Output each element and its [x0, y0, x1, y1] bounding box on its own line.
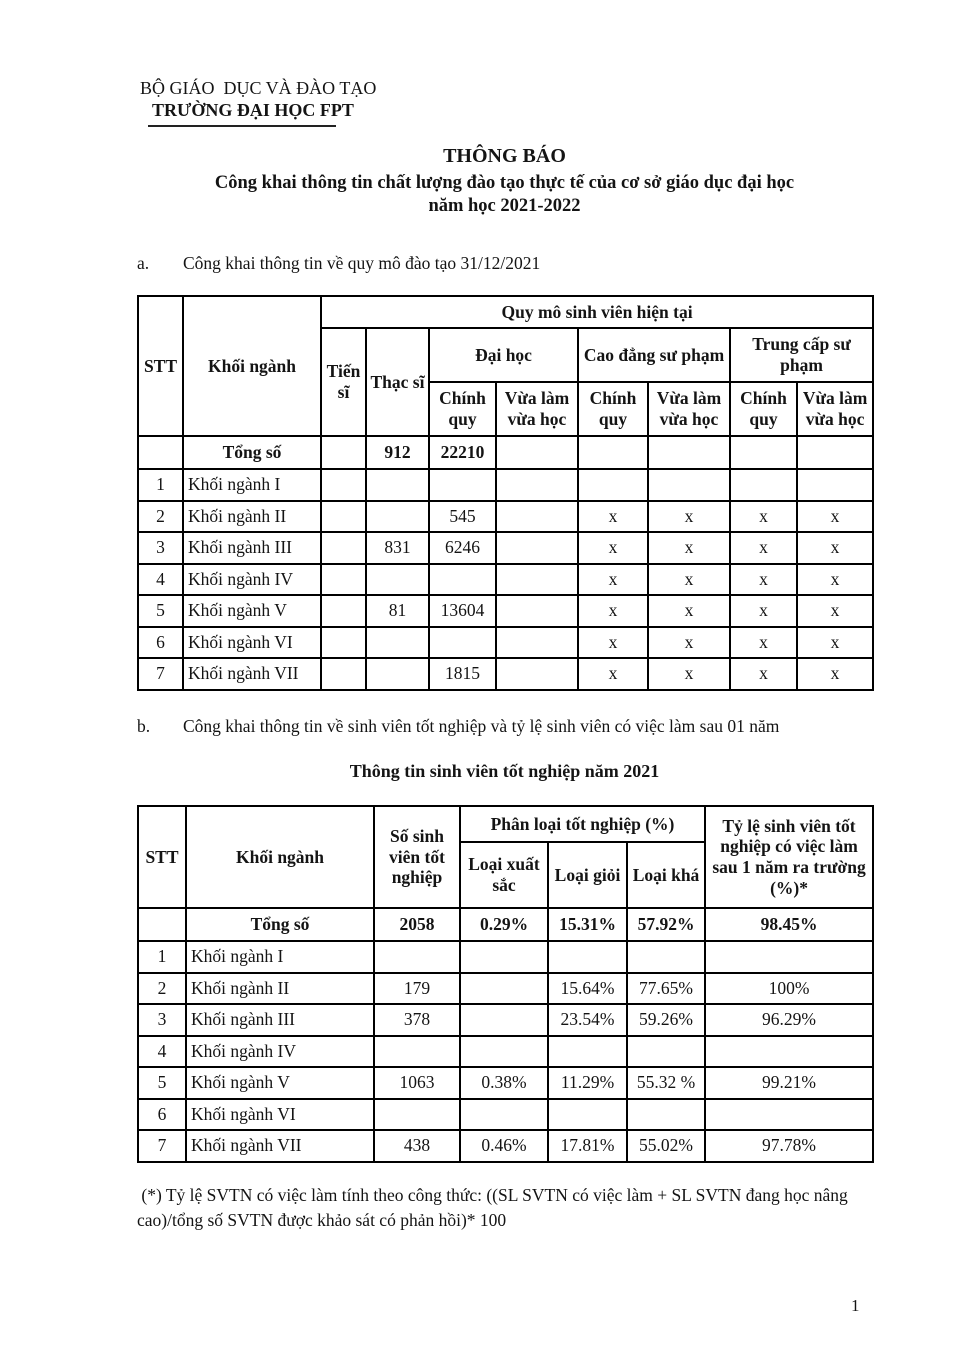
table-cell: 1063	[374, 1067, 460, 1099]
table-cell: 5	[138, 595, 183, 627]
table-cell: Khối ngành II	[186, 973, 374, 1005]
table-row	[138, 627, 873, 659]
table-cell: Khối ngành I	[183, 469, 321, 501]
table-cell: 1	[138, 469, 183, 501]
document-subtitle-line2: năm học 2021-2022	[428, 196, 581, 217]
document-subtitle	[137, 172, 872, 219]
table-cell	[321, 595, 366, 627]
table-cell: x	[730, 595, 797, 627]
table-cell	[321, 532, 366, 564]
table-cell	[648, 469, 730, 501]
table-cell: x	[797, 627, 873, 659]
graduates-table-title: Thông tin sinh viên tốt nghiệp năm 2021	[349, 761, 660, 781]
table-cell	[648, 436, 730, 469]
table-row	[138, 973, 873, 1005]
table-cell: Khối ngành IV	[183, 564, 321, 596]
col-header-quy-mo: Quy mô sinh viên hiện tại	[321, 296, 873, 328]
table-cell: 0.46%	[460, 1130, 548, 1162]
table-cell: Khối ngành III	[186, 1004, 374, 1036]
table-cell	[496, 469, 578, 501]
table-cell	[374, 941, 460, 973]
table-cell: x	[797, 532, 873, 564]
table-cell	[705, 1099, 873, 1131]
table-cell: Khối ngành IV	[186, 1036, 374, 1068]
graduates-table	[137, 805, 874, 1163]
table-cell: 15.64%	[548, 973, 627, 1005]
document-title: THÔNG BÁO	[443, 145, 566, 167]
table-cell	[366, 658, 429, 690]
col-header-vua-lam-vua-hoc: Vừa làm vừa học	[797, 382, 873, 436]
table-cell	[321, 658, 366, 690]
table-cell: Khối ngành II	[183, 501, 321, 533]
table-row	[138, 564, 873, 596]
table-cell	[730, 436, 797, 469]
table-cell	[730, 469, 797, 501]
table-cell: 179	[374, 973, 460, 1005]
table-cell: Tổng số	[186, 908, 374, 941]
table-cell: 55.32 %	[627, 1067, 705, 1099]
table-cell: 7	[138, 658, 183, 690]
col-header-vua-lam-vua-hoc: Vừa làm vừa học	[648, 382, 730, 436]
table-cell: 1	[138, 941, 186, 973]
col-header-khoi-nganh: Khối ngành	[186, 806, 374, 908]
table-cell: 0.38%	[460, 1067, 548, 1099]
col-header-tien-si: Tiến sĩ	[321, 328, 366, 436]
table-cell: 0.29%	[460, 908, 548, 941]
table-cell: Khối ngành VI	[183, 627, 321, 659]
col-header-so-sinh-vien: Số sinh viên tốt nghiệp	[374, 806, 460, 908]
table-cell: 2	[138, 501, 183, 533]
table-cell	[366, 469, 429, 501]
table-row	[138, 1036, 873, 1068]
section-b-text: Công khai thông tin về sinh viên tốt nghiệp và tỷ lệ sinh viên có việc làm sau 01 năm	[183, 716, 780, 736]
table-cell: 6	[138, 1099, 186, 1131]
table-cell: 55.02%	[627, 1130, 705, 1162]
table-cell: 3	[138, 1004, 186, 1036]
ministry-name: BỘ GIÁO DỤC VÀ ĐÀO TẠO	[140, 78, 377, 98]
table-cell: 81	[366, 595, 429, 627]
col-header-stt: STT	[138, 806, 186, 908]
table-cell: 4	[138, 564, 183, 596]
table-cell: x	[730, 532, 797, 564]
table-row	[138, 1130, 873, 1162]
table-cell: Khối ngành VII	[183, 658, 321, 690]
letterhead-underline	[148, 125, 336, 127]
table-row	[138, 1067, 873, 1099]
table-cell: 59.26%	[627, 1004, 705, 1036]
table-cell: x	[797, 658, 873, 690]
enrollment-table-body	[138, 436, 873, 690]
table-cell	[321, 501, 366, 533]
table-cell: x	[797, 595, 873, 627]
table-cell	[797, 436, 873, 469]
table-cell: 15.31%	[548, 908, 627, 941]
table-cell: 912	[366, 436, 429, 469]
table-row	[138, 658, 873, 690]
col-header-chinh-quy: Chính quy	[578, 382, 648, 436]
table-cell: 23.54%	[548, 1004, 627, 1036]
table-cell	[429, 627, 496, 659]
table-cell	[321, 469, 366, 501]
table-cell: x	[648, 532, 730, 564]
col-header-stt: STT	[138, 296, 183, 436]
table-cell	[321, 564, 366, 596]
table-cell	[627, 1099, 705, 1131]
table-cell: 98.45%	[705, 908, 873, 941]
table-cell: x	[730, 564, 797, 596]
table-row	[138, 532, 873, 564]
table-cell: 438	[374, 1130, 460, 1162]
table-cell: x	[578, 532, 648, 564]
table-cell: 77.65%	[627, 973, 705, 1005]
col-header-cao-dang-su-pham: Cao đẳng sư phạm	[578, 328, 730, 382]
col-header-trung-cap-su-pham: Trung cấp sư phạm	[730, 328, 873, 382]
col-header-loai-gioi: Loại giỏi	[548, 842, 627, 908]
table-cell: Khối ngành I	[186, 941, 374, 973]
col-header-vua-lam-vua-hoc: Vừa làm vừa học	[496, 382, 578, 436]
university-name: TRƯỜNG ĐẠI HỌC FPT	[152, 100, 354, 120]
table-cell	[797, 469, 873, 501]
table-cell: x	[730, 627, 797, 659]
table-cell: Khối ngành III	[183, 532, 321, 564]
table-cell: x	[730, 501, 797, 533]
table-cell: x	[648, 564, 730, 596]
table-cell	[460, 1036, 548, 1068]
table-cell	[705, 941, 873, 973]
table-total-row	[138, 436, 873, 469]
enrollment-scale-table	[137, 295, 874, 691]
table-row	[138, 595, 873, 627]
table-row	[138, 1004, 873, 1036]
table-cell: 545	[429, 501, 496, 533]
table-cell: Tổng số	[183, 436, 321, 469]
col-header-ty-le-viec-lam: Tỷ lệ sinh viên tốt nghiệp có việc làm sau 1 năm ra trường (%)*	[705, 806, 873, 908]
table-cell	[496, 564, 578, 596]
table-cell: 6246	[429, 532, 496, 564]
table-cell: 97.78%	[705, 1130, 873, 1162]
col-header-loai-kha: Loại khá	[627, 842, 705, 908]
table-cell	[496, 658, 578, 690]
table-cell: 3	[138, 532, 183, 564]
table-cell: 57.92%	[627, 908, 705, 941]
table-cell	[578, 469, 648, 501]
table-cell: 2	[138, 973, 186, 1005]
document-subtitle-line1: Công khai thông tin chất lượng đào tạo thực tế của cơ sở giáo dục đại học	[214, 173, 795, 193]
document-title-block	[137, 145, 872, 219]
table-cell: 22210	[429, 436, 496, 469]
table-cell	[138, 436, 183, 469]
table-cell: 17.81%	[548, 1130, 627, 1162]
col-header-chinh-quy: Chính quy	[429, 382, 496, 436]
footnote: (*) Tỷ lệ SVTN có việc làm tính theo công thức: ((SL SVTN có việc làm + SL SVTN đang học nâng cao)/tổng số SVTN được khảo sát có phản hồi)* 100	[137, 1185, 853, 1230]
col-header-dai-hoc: Đại học	[429, 328, 578, 382]
table-cell: 831	[366, 532, 429, 564]
table-cell	[138, 908, 186, 941]
table-cell	[429, 564, 496, 596]
section-a-marker: a.	[137, 253, 150, 273]
table-row	[138, 1099, 873, 1131]
section-b-heading	[137, 716, 877, 737]
table-cell: 1815	[429, 658, 496, 690]
table-cell	[366, 564, 429, 596]
table-cell: x	[578, 658, 648, 690]
table-cell: 6	[138, 627, 183, 659]
table-cell: Khối ngành V	[186, 1067, 374, 1099]
page-number: 1	[851, 1296, 860, 1315]
table-cell: x	[797, 564, 873, 596]
table-cell: 7	[138, 1130, 186, 1162]
table-row	[138, 469, 873, 501]
table-cell	[366, 501, 429, 533]
col-header-loai-xuat-sac: Loại xuất sắc	[460, 842, 548, 908]
table-cell	[496, 501, 578, 533]
table-cell	[496, 627, 578, 659]
table-cell: 96.29%	[705, 1004, 873, 1036]
table-cell	[321, 627, 366, 659]
col-header-khoi-nganh: Khối ngành	[183, 296, 321, 436]
enrollment-table-header	[138, 296, 873, 436]
table-cell: x	[578, 501, 648, 533]
table-cell	[548, 1036, 627, 1068]
table-cell	[627, 941, 705, 973]
table-cell: 4	[138, 1036, 186, 1068]
table-cell: x	[578, 627, 648, 659]
table-row	[138, 941, 873, 973]
table-cell: 5	[138, 1067, 186, 1099]
table-cell	[705, 1036, 873, 1068]
table-cell: x	[648, 595, 730, 627]
table-cell	[548, 941, 627, 973]
table-cell	[429, 469, 496, 501]
table-cell	[496, 595, 578, 627]
table-cell: x	[578, 564, 648, 596]
table-cell: 13604	[429, 595, 496, 627]
table-cell: 11.29%	[548, 1067, 627, 1099]
table-cell: 378	[374, 1004, 460, 1036]
section-a-text: Công khai thông tin về quy mô đào tạo 31/12/2021	[183, 253, 541, 273]
table-cell: x	[648, 627, 730, 659]
section-b-marker: b.	[137, 716, 151, 736]
col-header-chinh-quy: Chính quy	[730, 382, 797, 436]
table-total-row	[138, 908, 873, 941]
table-cell	[460, 973, 548, 1005]
table-cell: 100%	[705, 973, 873, 1005]
letterhead	[140, 78, 376, 127]
table-cell	[366, 627, 429, 659]
col-header-phan-loai: Phân loại tốt nghiệp (%)	[460, 806, 705, 842]
table-cell	[374, 1036, 460, 1068]
table-cell: x	[797, 501, 873, 533]
table-cell	[321, 436, 366, 469]
table-cell	[460, 941, 548, 973]
table-cell: Khối ngành VI	[186, 1099, 374, 1131]
table-cell	[460, 1099, 548, 1131]
graduates-table-body	[138, 908, 873, 1162]
table-cell	[548, 1099, 627, 1131]
table-cell	[374, 1099, 460, 1131]
table-cell: Khối ngành VII	[186, 1130, 374, 1162]
table-cell: 99.21%	[705, 1067, 873, 1099]
table-cell	[578, 436, 648, 469]
table-cell: x	[578, 595, 648, 627]
table-cell: x	[648, 501, 730, 533]
table-row	[138, 501, 873, 533]
section-a-heading	[137, 253, 877, 274]
table-cell	[496, 436, 578, 469]
table-cell: x	[648, 658, 730, 690]
graduates-table-header	[138, 806, 873, 908]
table-cell: 2058	[374, 908, 460, 941]
table-cell: x	[730, 658, 797, 690]
table-cell	[460, 1004, 548, 1036]
table-cell	[627, 1036, 705, 1068]
table-cell: Khối ngành V	[183, 595, 321, 627]
col-header-thac-si: Thạc sĩ	[366, 328, 429, 436]
table-cell	[496, 532, 578, 564]
